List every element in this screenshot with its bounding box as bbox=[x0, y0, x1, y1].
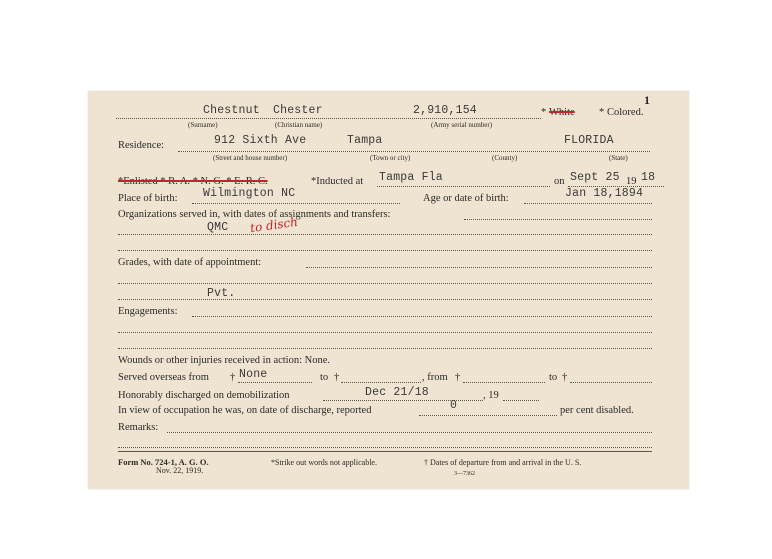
town-label: (Town or city) bbox=[370, 154, 411, 162]
discharge-year-prefix: , 19 bbox=[483, 390, 499, 401]
age-label: Age or date of birth: bbox=[423, 193, 509, 204]
dagger-1: † bbox=[230, 372, 236, 383]
year-value: 18 bbox=[641, 171, 656, 184]
disability-value: 0 bbox=[450, 399, 458, 412]
form-number: Form No. 724-1, A. G. O. bbox=[118, 457, 209, 467]
inducted-rule bbox=[377, 186, 550, 187]
grades-value: Pvt. bbox=[207, 287, 236, 300]
wounds-text: Wounds or other injuries received in action: None. bbox=[118, 355, 331, 366]
form-date: Nov. 22, 1919. bbox=[156, 466, 204, 475]
on-label: on bbox=[554, 176, 565, 187]
footer-divider bbox=[118, 451, 652, 452]
surname-value: Chestnut bbox=[203, 104, 260, 117]
place-of-birth-value: Wilmington NC bbox=[203, 187, 296, 200]
overseas-from-rule bbox=[238, 382, 312, 383]
disability-rule bbox=[419, 415, 557, 416]
age-value: Jan 18,1894 bbox=[565, 187, 644, 200]
discharge-year-rule bbox=[503, 400, 539, 401]
place-of-birth-label: Place of birth: bbox=[118, 193, 178, 204]
town-value: Tampa bbox=[347, 134, 383, 147]
overseas-to2-label: to bbox=[549, 372, 558, 383]
overseas-to-rule bbox=[341, 382, 421, 383]
engagements-label: Engagements: bbox=[118, 306, 178, 317]
engagements-rule-2 bbox=[118, 332, 652, 333]
discharge-rule bbox=[323, 400, 483, 401]
year-prefix: 19 bbox=[626, 176, 637, 187]
grades-rule-1 bbox=[306, 267, 652, 268]
residence-rule bbox=[178, 151, 650, 152]
organizations-label: Organizations served in, with dates of assignments and transfers: bbox=[118, 209, 391, 220]
street-value: 912 Sixth Ave bbox=[214, 134, 307, 147]
inducted-label: *Inducted at bbox=[311, 176, 364, 187]
place-of-birth-rule bbox=[192, 203, 400, 204]
discharge-value: Dec 21/18 bbox=[365, 386, 429, 399]
race-star-2: * bbox=[599, 107, 605, 118]
engagements-rule-3 bbox=[118, 348, 652, 349]
residence-label: Residence: bbox=[118, 140, 165, 151]
enlistment-struck-options: *Enlisted * R. A. * N. G. * E. R. C. bbox=[118, 176, 268, 187]
engagements-rule-1 bbox=[192, 316, 652, 317]
overseas-from2-label: , from bbox=[422, 372, 448, 383]
remarks-rule-2 bbox=[118, 447, 652, 448]
disability-label: In view of occupation he was, on date of discharge, reported bbox=[118, 405, 372, 416]
race-struck-white: White bbox=[549, 107, 575, 118]
state-value: FLORIDA bbox=[564, 134, 614, 147]
dagger-4: † bbox=[562, 372, 568, 383]
state-label: (State) bbox=[609, 154, 628, 162]
disability-suffix: per cent disabled. bbox=[560, 405, 634, 416]
christian-name-label: (Christian name) bbox=[275, 121, 323, 129]
print-code: 3—7362 bbox=[454, 471, 475, 477]
street-label: (Street and house number) bbox=[213, 154, 288, 162]
page-number: 1 bbox=[644, 93, 650, 107]
serial-number-value: 2,910,154 bbox=[413, 104, 477, 117]
name-rule bbox=[116, 118, 541, 119]
organizations-value: QMC bbox=[207, 221, 229, 234]
surname-label: (Surname) bbox=[188, 121, 218, 129]
race-star-1: * bbox=[541, 107, 547, 118]
handwritten-annotation: to disch bbox=[249, 214, 299, 236]
inducted-place-value: Tampa Fla bbox=[379, 171, 443, 184]
christian-name-value: Chester bbox=[273, 104, 323, 117]
overseas-to-label: to bbox=[320, 372, 329, 383]
grades-rule-3 bbox=[118, 299, 652, 300]
discharge-label: Honorably discharged on demobilization bbox=[118, 390, 290, 401]
county-label: (County) bbox=[492, 154, 518, 162]
served-overseas-label: Served overseas from bbox=[118, 372, 209, 383]
grades-label: Grades, with date of appointment: bbox=[118, 257, 262, 268]
grades-rule-2 bbox=[118, 283, 652, 284]
dates-note: † Dates of departure from and arrival in the U. S. bbox=[424, 458, 582, 467]
serial-number-label: (Army serial number) bbox=[431, 121, 493, 129]
organizations-rule-3 bbox=[118, 250, 652, 251]
remarks-rule-1 bbox=[167, 432, 652, 433]
inducted-date-value: Sept 25 bbox=[570, 171, 620, 184]
strike-out-note: *Strike out words not applicable. bbox=[271, 458, 377, 467]
age-rule bbox=[524, 203, 652, 204]
race-colored: Colored. bbox=[607, 107, 644, 118]
dagger-3: † bbox=[455, 372, 461, 383]
dagger-2: † bbox=[334, 372, 340, 383]
overseas-from-value: None bbox=[239, 368, 268, 381]
service-record-card bbox=[88, 91, 689, 489]
remarks-label: Remarks: bbox=[118, 422, 159, 433]
organizations-rule-1 bbox=[464, 219, 652, 220]
overseas-from2-rule bbox=[463, 382, 545, 383]
overseas-to2-rule bbox=[570, 382, 652, 383]
organizations-rule-2 bbox=[118, 234, 652, 235]
